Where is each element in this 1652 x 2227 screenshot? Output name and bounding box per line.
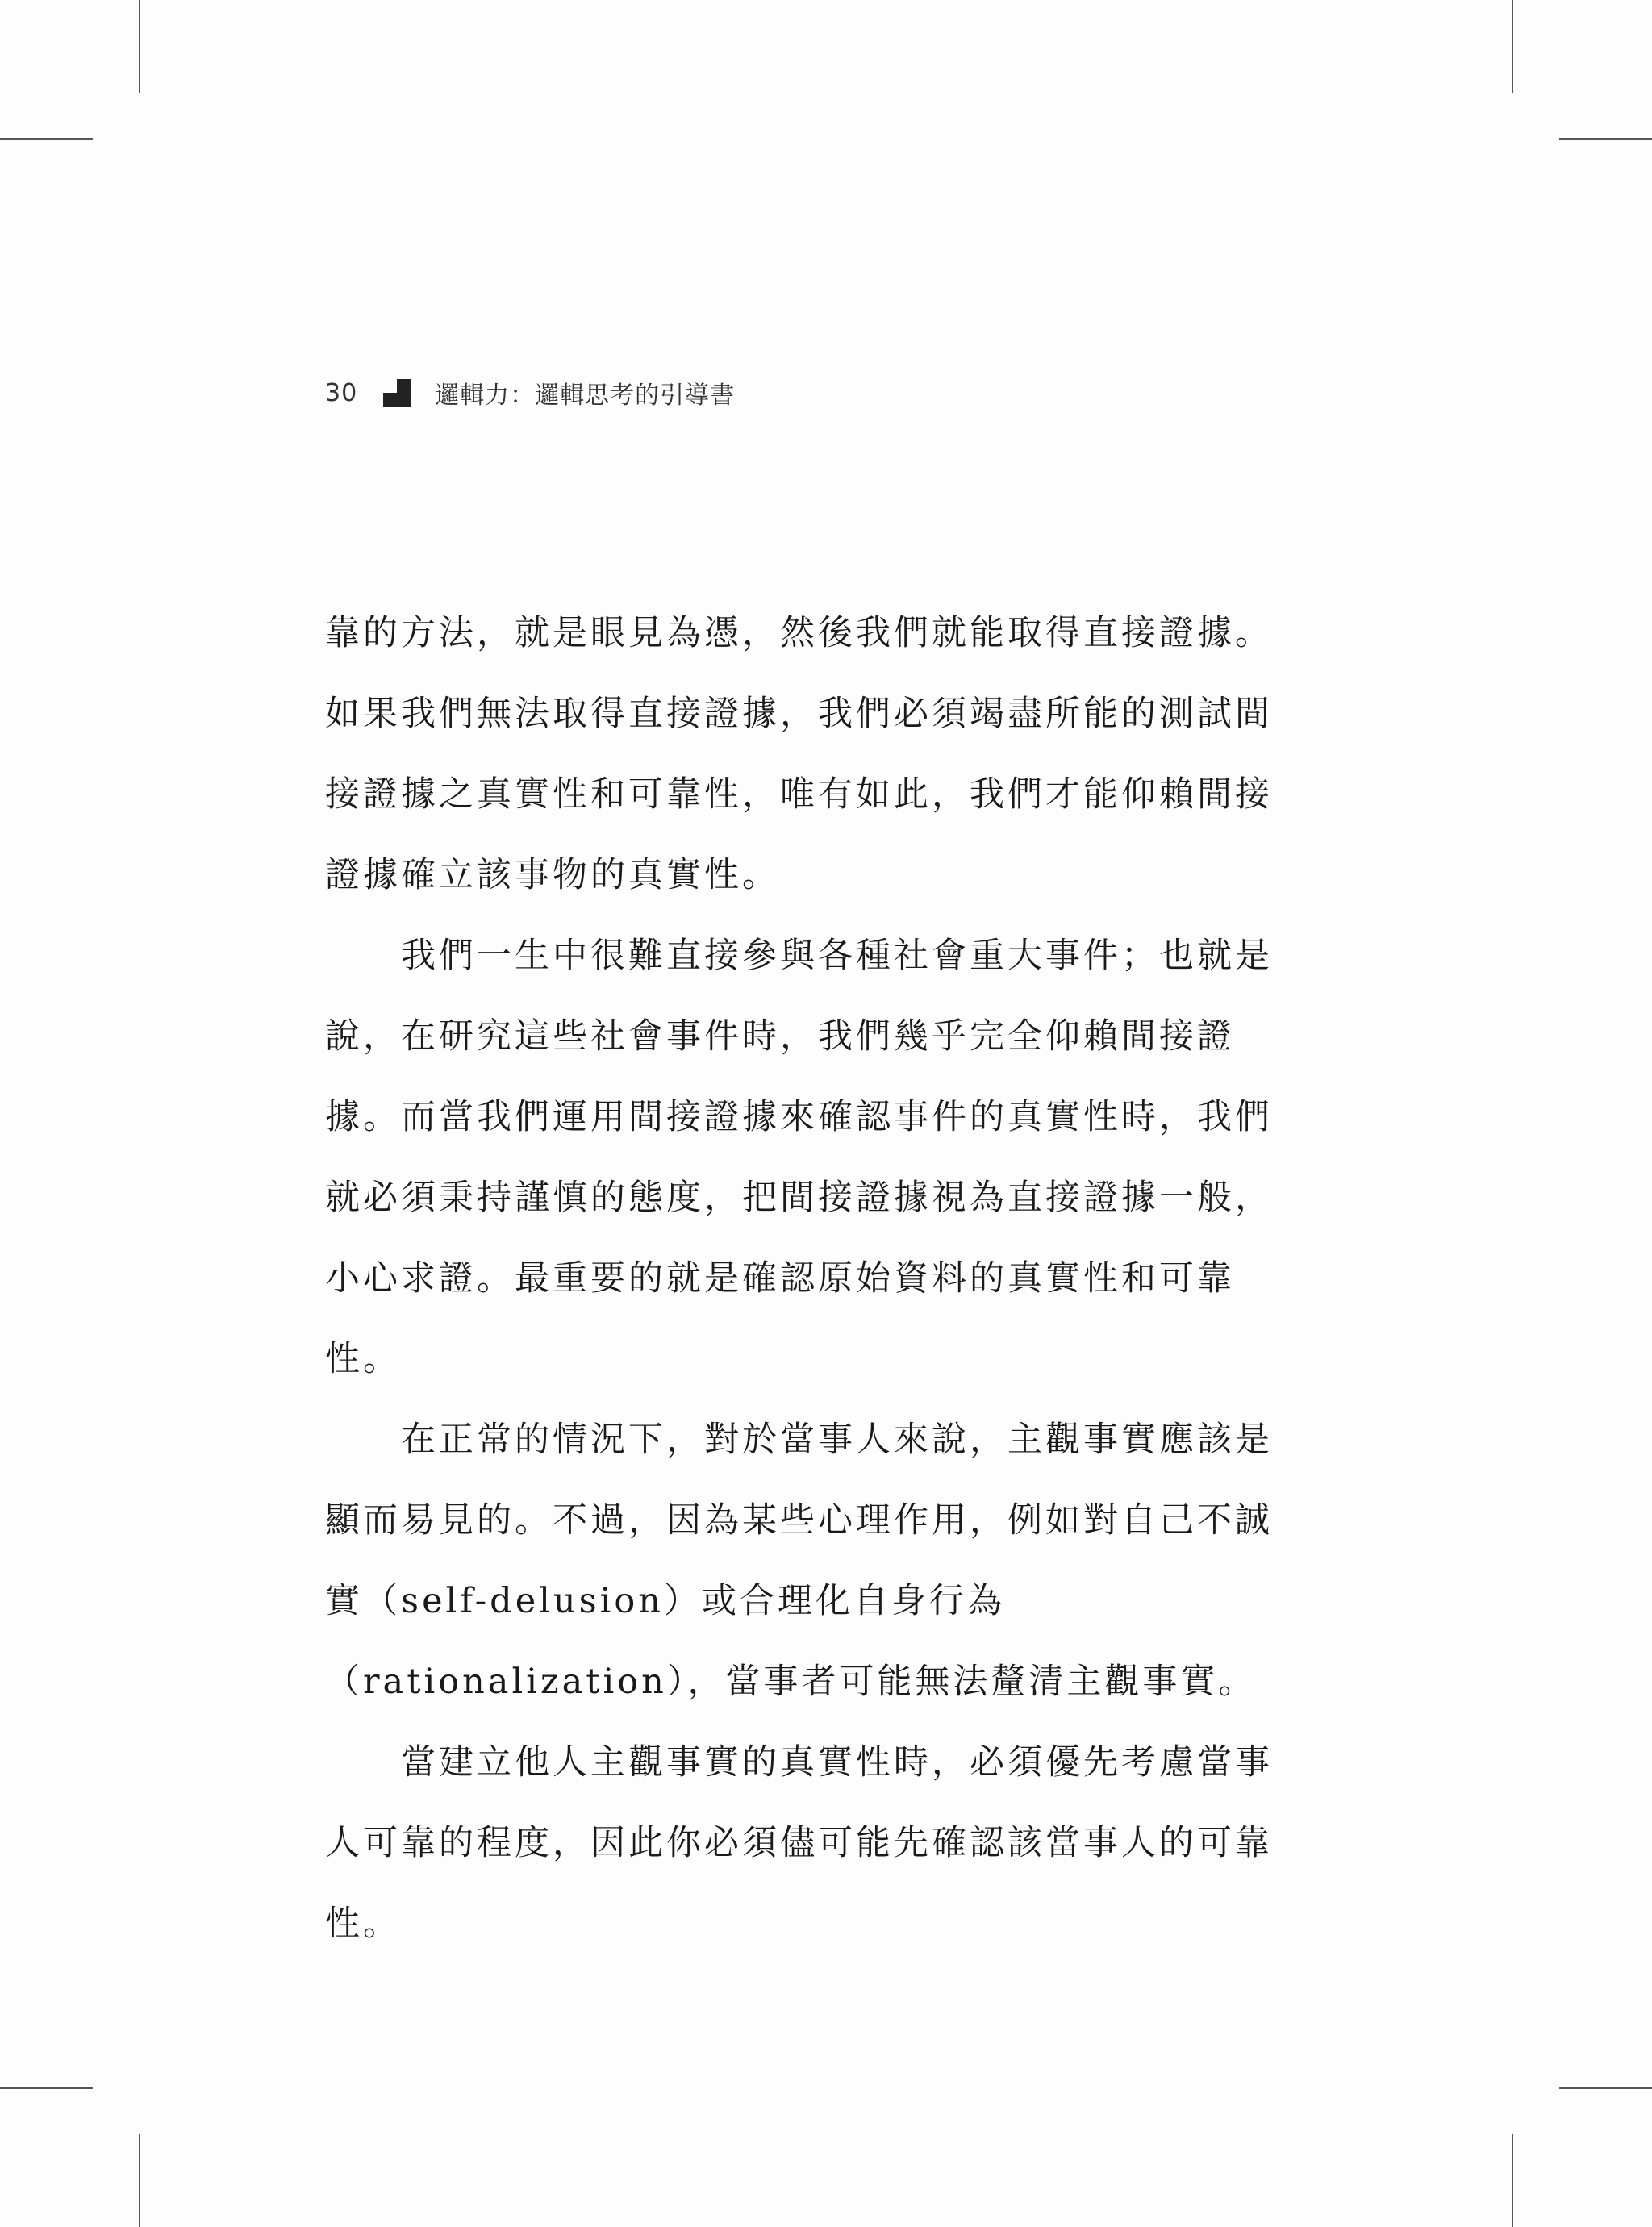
- paragraph-continued: 靠的方法，就是眼見為憑，然後我們就能取得直接證據。如果我們無法取得直接證據，我們必須竭盡所能的測試間接證據之真實性和可靠性，唯有如此，我們才能仰賴間接證據確立該事物的真實性。: [325, 613, 1273, 895]
- paragraph: 當建立他人主觀事實的真實性時，必須優先考慮當事人可靠的程度，因此你必須儘可能先確認該當事人的可靠性。: [325, 1742, 1273, 1944]
- paragraph: 我們一生中很難直接參與各種社會重大事件；也就是說，在研究這些社會事件時，我們幾乎完全仰賴間接證據。而當我們運用間接證據來確認事件的真實性時，我們就必須秉持謹慎的態度，把間接證據視為直接證據一般，小心求證。最重要的就是確認原始資料的真實性和可靠性。: [325, 936, 1273, 1379]
- crop-mark-top-right-vertical: [1512, 0, 1513, 93]
- crop-mark-bottom-right-vertical: [1512, 2134, 1513, 2227]
- crop-mark-bottom-left-horizontal: [0, 2087, 93, 2089]
- running-header: [325, 373, 735, 413]
- three-square-block-icon: [383, 379, 411, 407]
- crop-mark-bottom-right-horizontal: [1559, 2087, 1652, 2089]
- page-number: 30: [325, 378, 358, 407]
- book-title: 邏輯力：邏輯思考的引導書: [435, 382, 736, 410]
- paragraph: 在正常的情況下，對於當事人來說，主觀事實應該是顯而易見的。不過，因為某些心理作用，例如對自己不誠實（self-delusion）或合理化自身行為（rationalization），當事者可能無法釐清主觀事實。: [325, 1420, 1273, 1702]
- body-text: [325, 593, 1282, 1964]
- crop-mark-top-left-horizontal: [0, 138, 93, 140]
- crop-mark-top-left-vertical: [139, 0, 140, 93]
- crop-mark-top-right-horizontal: [1559, 138, 1652, 140]
- crop-mark-bottom-left-vertical: [139, 2134, 140, 2227]
